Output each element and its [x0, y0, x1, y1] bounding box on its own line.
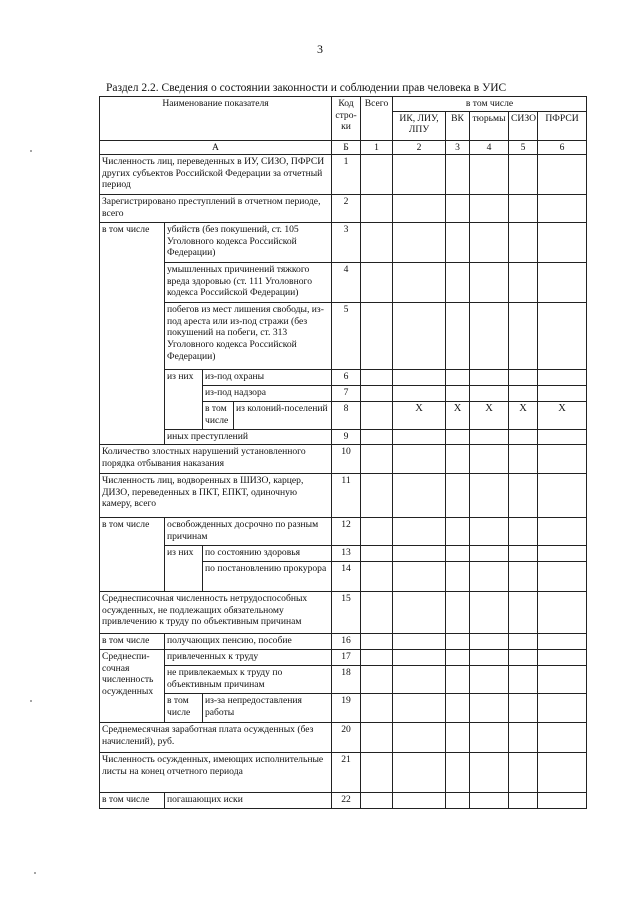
data-cell: [393, 694, 446, 723]
data-cell: [509, 155, 538, 195]
header-index-4: 4: [470, 140, 509, 155]
data-cell: [361, 634, 393, 650]
data-cell: [446, 694, 470, 723]
data-cell: [446, 650, 470, 666]
row-label-22: погашающих иски: [165, 793, 332, 809]
data-cell: [361, 546, 393, 562]
row-group-17-19: Среднеспи-сочная численность осужденных: [100, 650, 165, 723]
x-mark: X: [509, 402, 538, 430]
row-label-15: Среднесписочная численность нетрудоспособных осужденных, не подлежащих обязательному привлечению к труду по объективным причинам: [100, 592, 332, 634]
data-cell: [446, 562, 470, 592]
header-index-2: 2: [393, 140, 446, 155]
data-cell: [361, 650, 393, 666]
data-cell: [446, 546, 470, 562]
data-cell: [509, 518, 538, 546]
data-cell: [470, 666, 509, 694]
data-cell: [361, 592, 393, 634]
data-cell: [361, 445, 393, 474]
data-cell: [446, 223, 470, 263]
row-label-19: из-за непредоставления работы: [203, 694, 332, 723]
row-code-5: 5: [332, 303, 361, 370]
data-cell: [470, 694, 509, 723]
data-cell: [470, 592, 509, 634]
data-cell: [538, 562, 587, 592]
data-cell: [538, 546, 587, 562]
data-cell: [361, 370, 393, 386]
data-cell: [538, 592, 587, 634]
data-cell: [470, 562, 509, 592]
header-col-pfrsi: ПФРСИ: [538, 111, 587, 140]
data-cell: [538, 223, 587, 263]
data-cell: [470, 370, 509, 386]
data-cell: [361, 723, 393, 753]
data-cell: [361, 518, 393, 546]
x-mark: X: [446, 402, 470, 430]
data-cell: [509, 445, 538, 474]
data-cell: [361, 666, 393, 694]
data-cell: [446, 518, 470, 546]
row-group-3-9: в том числе: [100, 223, 165, 445]
row-code-13: 13: [332, 546, 361, 562]
data-table: [99, 96, 587, 809]
data-cell: [393, 445, 446, 474]
row-code-21: 21: [332, 753, 361, 793]
data-cell: [538, 195, 587, 223]
row-code-22: 22: [332, 793, 361, 809]
data-cell: [393, 370, 446, 386]
row-code-16: 16: [332, 634, 361, 650]
data-cell: [393, 518, 446, 546]
row-label-5: побегов из мест лишения свободы, из-под ареста или из-под стражи (без покушений на побеги, ст. 313 Уголовного кодекса Российской Федерации): [165, 303, 332, 370]
row-code-15: 15: [332, 592, 361, 634]
data-cell: [446, 793, 470, 809]
data-cell: [361, 195, 393, 223]
header-index-5: 5: [509, 140, 538, 155]
row-code-8: 8: [332, 402, 361, 430]
row-label-11: Численность лиц, водворенных в ШИЗО, карцер, ДИЗО, переведенных в ПКТ, ЕПКТ, одиночную камеру, всего: [100, 474, 332, 518]
row-label-21: Численность осужденных, имеющих исполнительные листы на конец отчетного периода: [100, 753, 332, 793]
data-cell: [538, 263, 587, 303]
data-cell: [538, 634, 587, 650]
data-cell: [470, 753, 509, 793]
data-cell: [446, 386, 470, 402]
data-cell: [393, 430, 446, 445]
data-cell: [470, 793, 509, 809]
row-label-2: Зарегистрировано преступлений в отчетном периоде, всего: [100, 195, 332, 223]
data-cell: [446, 445, 470, 474]
data-cell: [361, 155, 393, 195]
row-label-1: Численность лиц, переведенных в ИУ, СИЗО, ПФРСИ других субъектов Российской Федерации за отчетный период: [100, 155, 332, 195]
row-code-19: 19: [332, 694, 361, 723]
data-cell: [361, 223, 393, 263]
data-cell: [470, 155, 509, 195]
data-cell: [393, 263, 446, 303]
header-col-tyurmy: тюрьмы: [470, 111, 509, 140]
header-index-1: 1: [361, 140, 393, 155]
data-cell: [446, 474, 470, 518]
row-label-17: привлеченных к труду: [165, 650, 332, 666]
data-cell: [361, 303, 393, 370]
row-code-1: 1: [332, 155, 361, 195]
header-col-ik: ИК, ЛИУ, ЛПУ: [393, 111, 446, 140]
data-cell: [470, 546, 509, 562]
data-cell: [470, 474, 509, 518]
row-code-14: 14: [332, 562, 361, 592]
data-cell: [538, 155, 587, 195]
data-cell: [361, 793, 393, 809]
row-label-3: убийств (без покушений, ст. 105 Уголовного кодекса Российской Федерации): [165, 223, 332, 263]
data-cell: [361, 753, 393, 793]
data-cell: [509, 723, 538, 753]
row-label-4: умышленных причинений тяжкого вреда здоровью (ст. 111 Уголовного кодекса Российской Федерации): [165, 263, 332, 303]
data-cell: [509, 634, 538, 650]
data-cell: [393, 303, 446, 370]
row-label-7: из-под надзора: [203, 386, 332, 402]
row-code-10: 10: [332, 445, 361, 474]
data-cell: [509, 474, 538, 518]
row-code-6: 6: [332, 370, 361, 386]
data-cell: [361, 402, 393, 430]
scan-speck: [30, 700, 32, 702]
data-cell: [538, 430, 587, 445]
row-label-10: Количество злостных нарушений установленного порядка отбывания наказания: [100, 445, 332, 474]
data-cell: [509, 793, 538, 809]
row-code-11: 11: [332, 474, 361, 518]
data-cell: [393, 634, 446, 650]
data-cell: [393, 195, 446, 223]
data-cell: [509, 263, 538, 303]
data-cell: [446, 634, 470, 650]
data-cell: [470, 723, 509, 753]
header-code: Код стро-ки: [332, 97, 361, 141]
data-cell: [538, 723, 587, 753]
row-code-2: 2: [332, 195, 361, 223]
row-label-18: не привлекаемых к труду по объективным причинам: [165, 666, 332, 694]
row-label-12: освобожденных досрочно по разным причинам: [165, 518, 332, 546]
data-cell: [393, 562, 446, 592]
row-code-17: 17: [332, 650, 361, 666]
data-cell: [393, 546, 446, 562]
header-index-b: Б: [332, 140, 361, 155]
header-total: Всего: [361, 97, 393, 141]
data-cell: [509, 562, 538, 592]
data-cell: [470, 263, 509, 303]
data-cell: [538, 474, 587, 518]
data-cell: [470, 223, 509, 263]
data-cell: [470, 386, 509, 402]
row-group-12-14: в том числе: [100, 518, 165, 592]
data-cell: [509, 223, 538, 263]
x-mark: X: [470, 402, 509, 430]
data-cell: [538, 793, 587, 809]
x-mark: X: [538, 402, 587, 430]
row-code-3: 3: [332, 223, 361, 263]
data-cell: [538, 445, 587, 474]
data-cell: [509, 195, 538, 223]
data-cell: [538, 518, 587, 546]
row-code-18: 18: [332, 666, 361, 694]
data-cell: [446, 753, 470, 793]
data-cell: [393, 793, 446, 809]
row-label-9: иных преступлений: [165, 430, 332, 445]
scan-speck: [34, 872, 36, 874]
row-code-9: 9: [332, 430, 361, 445]
data-cell: [446, 195, 470, 223]
data-cell: [393, 650, 446, 666]
header-col-sizo: СИЗО: [509, 111, 538, 140]
data-cell: [538, 303, 587, 370]
data-cell: [393, 666, 446, 694]
data-cell: [446, 666, 470, 694]
data-cell: [470, 303, 509, 370]
row-group-22: в том числе: [100, 793, 165, 809]
data-cell: [509, 753, 538, 793]
data-cell: [446, 592, 470, 634]
data-cell: [361, 562, 393, 592]
data-cell: [361, 430, 393, 445]
header-col-vk: ВК: [446, 111, 470, 140]
data-cell: [393, 386, 446, 402]
row-group-13-14: из них: [165, 546, 203, 592]
data-cell: [538, 386, 587, 402]
row-label-6: из-под охраны: [203, 370, 332, 386]
data-cell: [446, 430, 470, 445]
data-cell: [393, 753, 446, 793]
data-cell: [538, 694, 587, 723]
data-cell: [509, 370, 538, 386]
page-number: 3: [317, 42, 323, 56]
data-cell: [446, 155, 470, 195]
data-cell: [509, 592, 538, 634]
data-cell: [446, 263, 470, 303]
data-cell: [538, 753, 587, 793]
row-code-7: 7: [332, 386, 361, 402]
header-index-3: 3: [446, 140, 470, 155]
row-group-16: в том числе: [100, 634, 165, 650]
data-cell: [509, 430, 538, 445]
header-index-6: 6: [538, 140, 587, 155]
row-label-14: по постановлению прокурора: [203, 562, 332, 592]
data-cell: [470, 634, 509, 650]
data-cell: [361, 694, 393, 723]
data-cell: [509, 546, 538, 562]
data-cell: [446, 370, 470, 386]
header-index-a: А: [100, 140, 332, 155]
row-label-8: из колоний-поселений: [234, 402, 332, 430]
data-cell: [509, 666, 538, 694]
data-cell: [470, 445, 509, 474]
data-cell: [509, 650, 538, 666]
x-mark: X: [393, 402, 446, 430]
data-cell: [393, 592, 446, 634]
data-cell: [470, 650, 509, 666]
row-code-12: 12: [332, 518, 361, 546]
data-cell: [538, 666, 587, 694]
data-cell: [361, 386, 393, 402]
row-code-4: 4: [332, 263, 361, 303]
row-label-13: по состоянию здоровья: [203, 546, 332, 562]
data-cell: [361, 474, 393, 518]
row-group-6-8: из них: [165, 370, 203, 430]
data-cell: [393, 474, 446, 518]
data-cell: [361, 263, 393, 303]
data-cell: [538, 650, 587, 666]
scan-speck: [30, 150, 32, 152]
data-cell: [538, 370, 587, 386]
data-cell: [393, 155, 446, 195]
data-cell: [470, 195, 509, 223]
row-label-20: Среднемесячная заработная плата осужденных (без начислений), руб.: [100, 723, 332, 753]
data-cell: [509, 694, 538, 723]
section-title: Раздел 2.2. Сведения о состоянии законности и соблюдении прав человека в УИС: [106, 82, 507, 94]
header-name: Наименование показателя: [100, 97, 332, 141]
data-cell: [446, 303, 470, 370]
row-label-16: получающих пенсию, пособие: [165, 634, 332, 650]
data-cell: [509, 303, 538, 370]
data-cell: [393, 723, 446, 753]
row-code-20: 20: [332, 723, 361, 753]
data-cell: [393, 223, 446, 263]
header-including: в том числе: [393, 97, 587, 112]
row-group-8: в том числе: [203, 402, 234, 430]
data-cell: [446, 723, 470, 753]
data-cell: [470, 518, 509, 546]
data-cell: [509, 386, 538, 402]
row-group-19: в том числе: [165, 694, 203, 723]
data-cell: [470, 430, 509, 445]
